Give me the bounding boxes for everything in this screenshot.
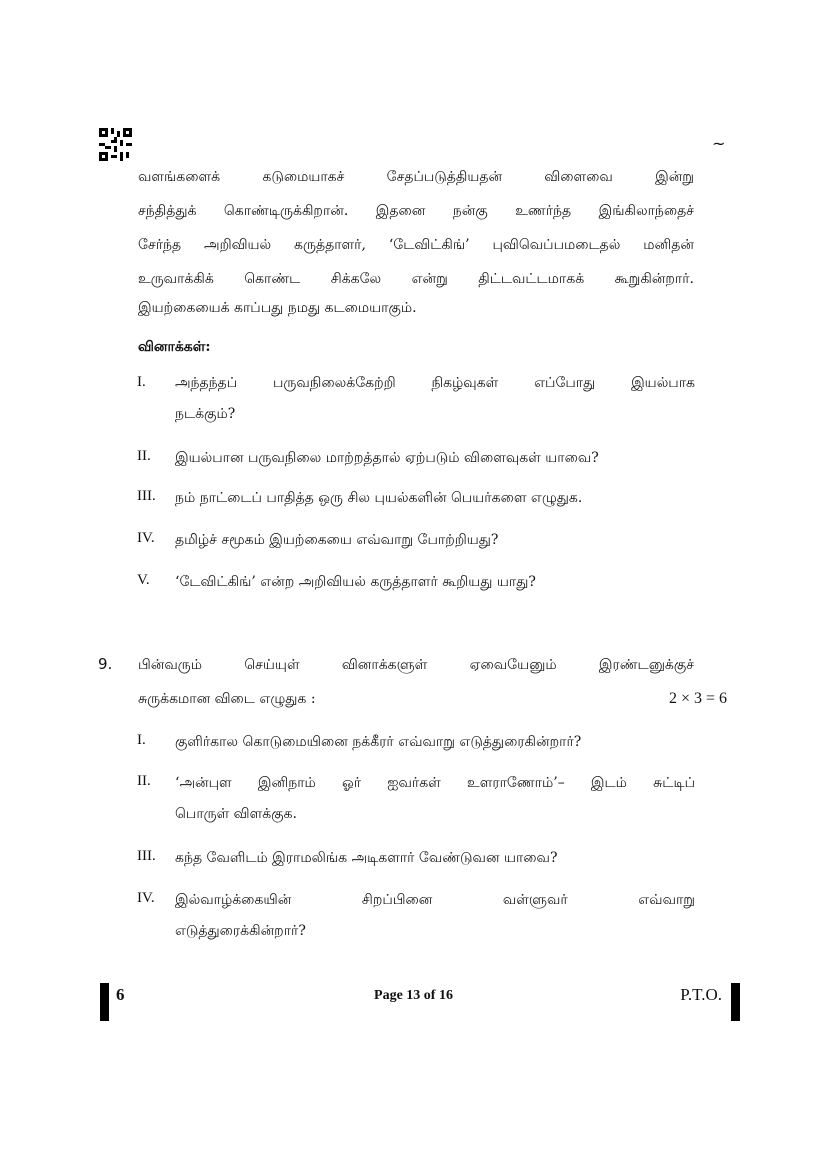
q9-item-3-number: III. bbox=[137, 848, 156, 864]
q9-number: 9. bbox=[98, 655, 113, 673]
footer-pto: P.T.O. bbox=[680, 985, 722, 1004]
passage-line-4: உருவாக்கிக் கொண்ட சிக்கலே என்று திட்டவட்டமாகக் கூறுகின்றார். bbox=[138, 271, 694, 287]
q8-item-4-text: தமிழ்ச் சமூகம் இயற்கையை எவ்வாறு போற்றியது? bbox=[175, 532, 499, 548]
q8-item-1-text: அந்தந்தப் பருவநிலைக்கேற்றி நிகழ்வுகள் எப்போது இயல்பாக bbox=[175, 375, 695, 391]
passage-line-3: சேர்ந்த அறிவியல் கருத்தாளர், ‘டேவிட்கிங்’ புவிவெப்பமடைதல் மனிதன் bbox=[138, 237, 694, 253]
q9-item-2-number: II. bbox=[137, 773, 151, 789]
q9-item-4-text: இல்வாழ்க்கையின் சிறப்பினை வள்ளுவர் எவ்வாறு bbox=[175, 892, 695, 908]
q8-item-5-number: V. bbox=[137, 572, 150, 588]
q9-item-2-text: ‘அன்புள இனிநாம் ஓர் ஐவர்கள் உளராணோம்’– இடம் சுட்டிப் bbox=[175, 775, 695, 791]
passage-line-1: வளங்களைக் கடுமையாகச் சேதப்படுத்தியதன் விளைவை இன்று bbox=[138, 169, 694, 185]
q9-item-1-number: I. bbox=[137, 732, 146, 748]
q9-prompt-line-2: சுருக்கமான விடை எழுதுக : bbox=[138, 691, 316, 707]
q8-item-3-text: நம் நாட்டைப் பாதித்த ஒரு சில புயல்களின் பெயர்களை எழுதுக. bbox=[175, 490, 583, 506]
passage-line-5: இயற்கையைக் காப்பது நமது கடமையாகும். bbox=[138, 300, 417, 316]
q9-item-4-number: IV. bbox=[137, 890, 155, 906]
q8-item-2-number: II. bbox=[137, 448, 151, 464]
qr-code bbox=[99, 128, 132, 161]
q9-item-4-text-cont: எடுத்துரைக்கின்றார்? bbox=[175, 923, 306, 939]
q8-item-4-number: IV. bbox=[137, 530, 155, 546]
q9-item-2-text-cont: பொருள் விளக்குக. bbox=[175, 806, 297, 822]
q9-item-1-text: குளிர்கால கொடுமையினை நக்கீரர் எவ்வாறு எடுத்துரைகின்றார்? bbox=[175, 734, 582, 750]
q9-prompt-line-1: பின்வரும் செய்யுள் வினாக்களுள் ஏவையேனும் இரண்டனுக்குச் bbox=[138, 657, 694, 673]
q8-item-3-number: III. bbox=[137, 488, 156, 504]
q9-marks: 2 × 3 = 6 bbox=[668, 690, 727, 707]
q8-item-5-text: ‘டேவிட்கிங்’ என்ற அறிவியல் கருத்தாளர் கூறியது யாது? bbox=[175, 574, 536, 590]
q8-item-1-number: I. bbox=[137, 374, 146, 390]
footer-page-code: 6 bbox=[116, 985, 125, 1004]
q8-item-1-text-cont: நடக்கும்? bbox=[175, 406, 236, 422]
passage-line-2: சந்தித்துக் கொண்டிருக்கிறான். இதனை நன்கு உணர்ந்த இங்கிலாந்தைச் bbox=[138, 203, 694, 219]
footer-page-number: Page 13 of 16 bbox=[374, 988, 453, 1003]
header-tilde: ~ bbox=[712, 134, 726, 153]
questions-heading: வினாக்கள்: bbox=[138, 339, 211, 355]
q9-item-3-text: கந்த வேளிடம் இராமலிங்க அடிகளார் வேண்டுவன யாவை? bbox=[175, 850, 558, 866]
footer-right-bar bbox=[731, 983, 740, 1021]
q8-item-2-text: இயல்பான பருவநிலை மாற்றத்தால் ஏற்படும் விளைவுகள் யாவை? bbox=[175, 450, 599, 466]
